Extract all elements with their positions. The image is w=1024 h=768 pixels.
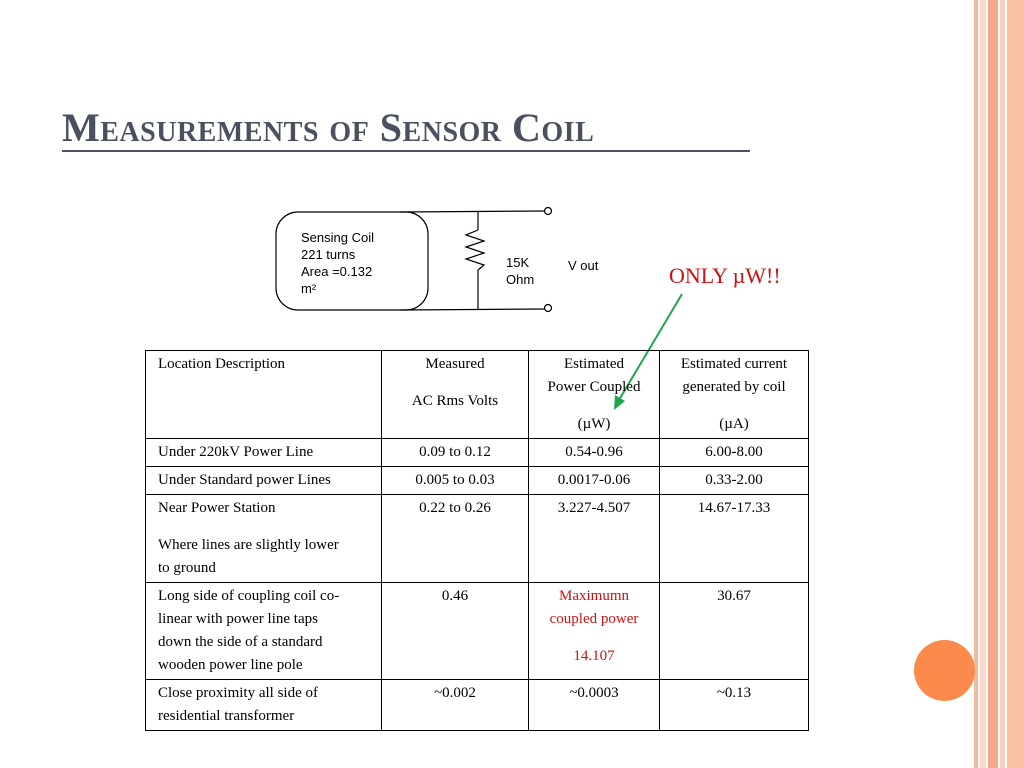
measurements-table [145, 350, 809, 731]
page-title: Measurements of Sensor Coil [62, 105, 595, 150]
header-location: Location Description [146, 351, 382, 439]
max-power-cell: Maximumn coupled power 14.107 [529, 583, 660, 680]
table-row: Long side of coupling coil co- linear with power line taps down the side of a standard wooden power line pole 0.46 Maximumn coupled power 14.107 30.67 [146, 583, 809, 680]
coil-label: Sensing Coil 221 turns Area =0.132 m² [301, 230, 374, 296]
bottom-wire [400, 309, 545, 310]
table-row: Near Power Station Where lines are slightly lower to ground 0.22 to 0.26 3.227-4.507 14.67-17.33 [146, 495, 809, 583]
top-wire [400, 211, 545, 212]
table-row: Under Standard power Lines 0.005 to 0.03 0.0017-0.06 0.33-2.00 [146, 467, 809, 495]
header-volts: Measured AC Rms Volts [382, 351, 529, 439]
callout-text: ONLY µW!! [669, 263, 781, 288]
vout-label: V out [568, 258, 599, 273]
decorative-circle [914, 640, 975, 701]
header-power: Estimated Power Coupled (µW) [529, 351, 660, 439]
table-row: Close proximity all side of residential transformer ~0.002 ~0.0003 ~0.13 [146, 680, 809, 731]
terminal-top-icon [545, 208, 552, 215]
header-current: Estimated current generated by coil (µA) [660, 351, 809, 439]
resistor-label: 15K Ohm [506, 255, 535, 287]
title-underline [62, 150, 750, 152]
terminal-bottom-icon [545, 305, 552, 312]
resistor-icon [466, 230, 484, 270]
decorative-stripes [974, 0, 1024, 768]
table-row: Under 220kV Power Line 0.09 to 0.12 0.54-0.96 6.00-8.00 [146, 439, 809, 467]
table-header-row [146, 351, 809, 439]
